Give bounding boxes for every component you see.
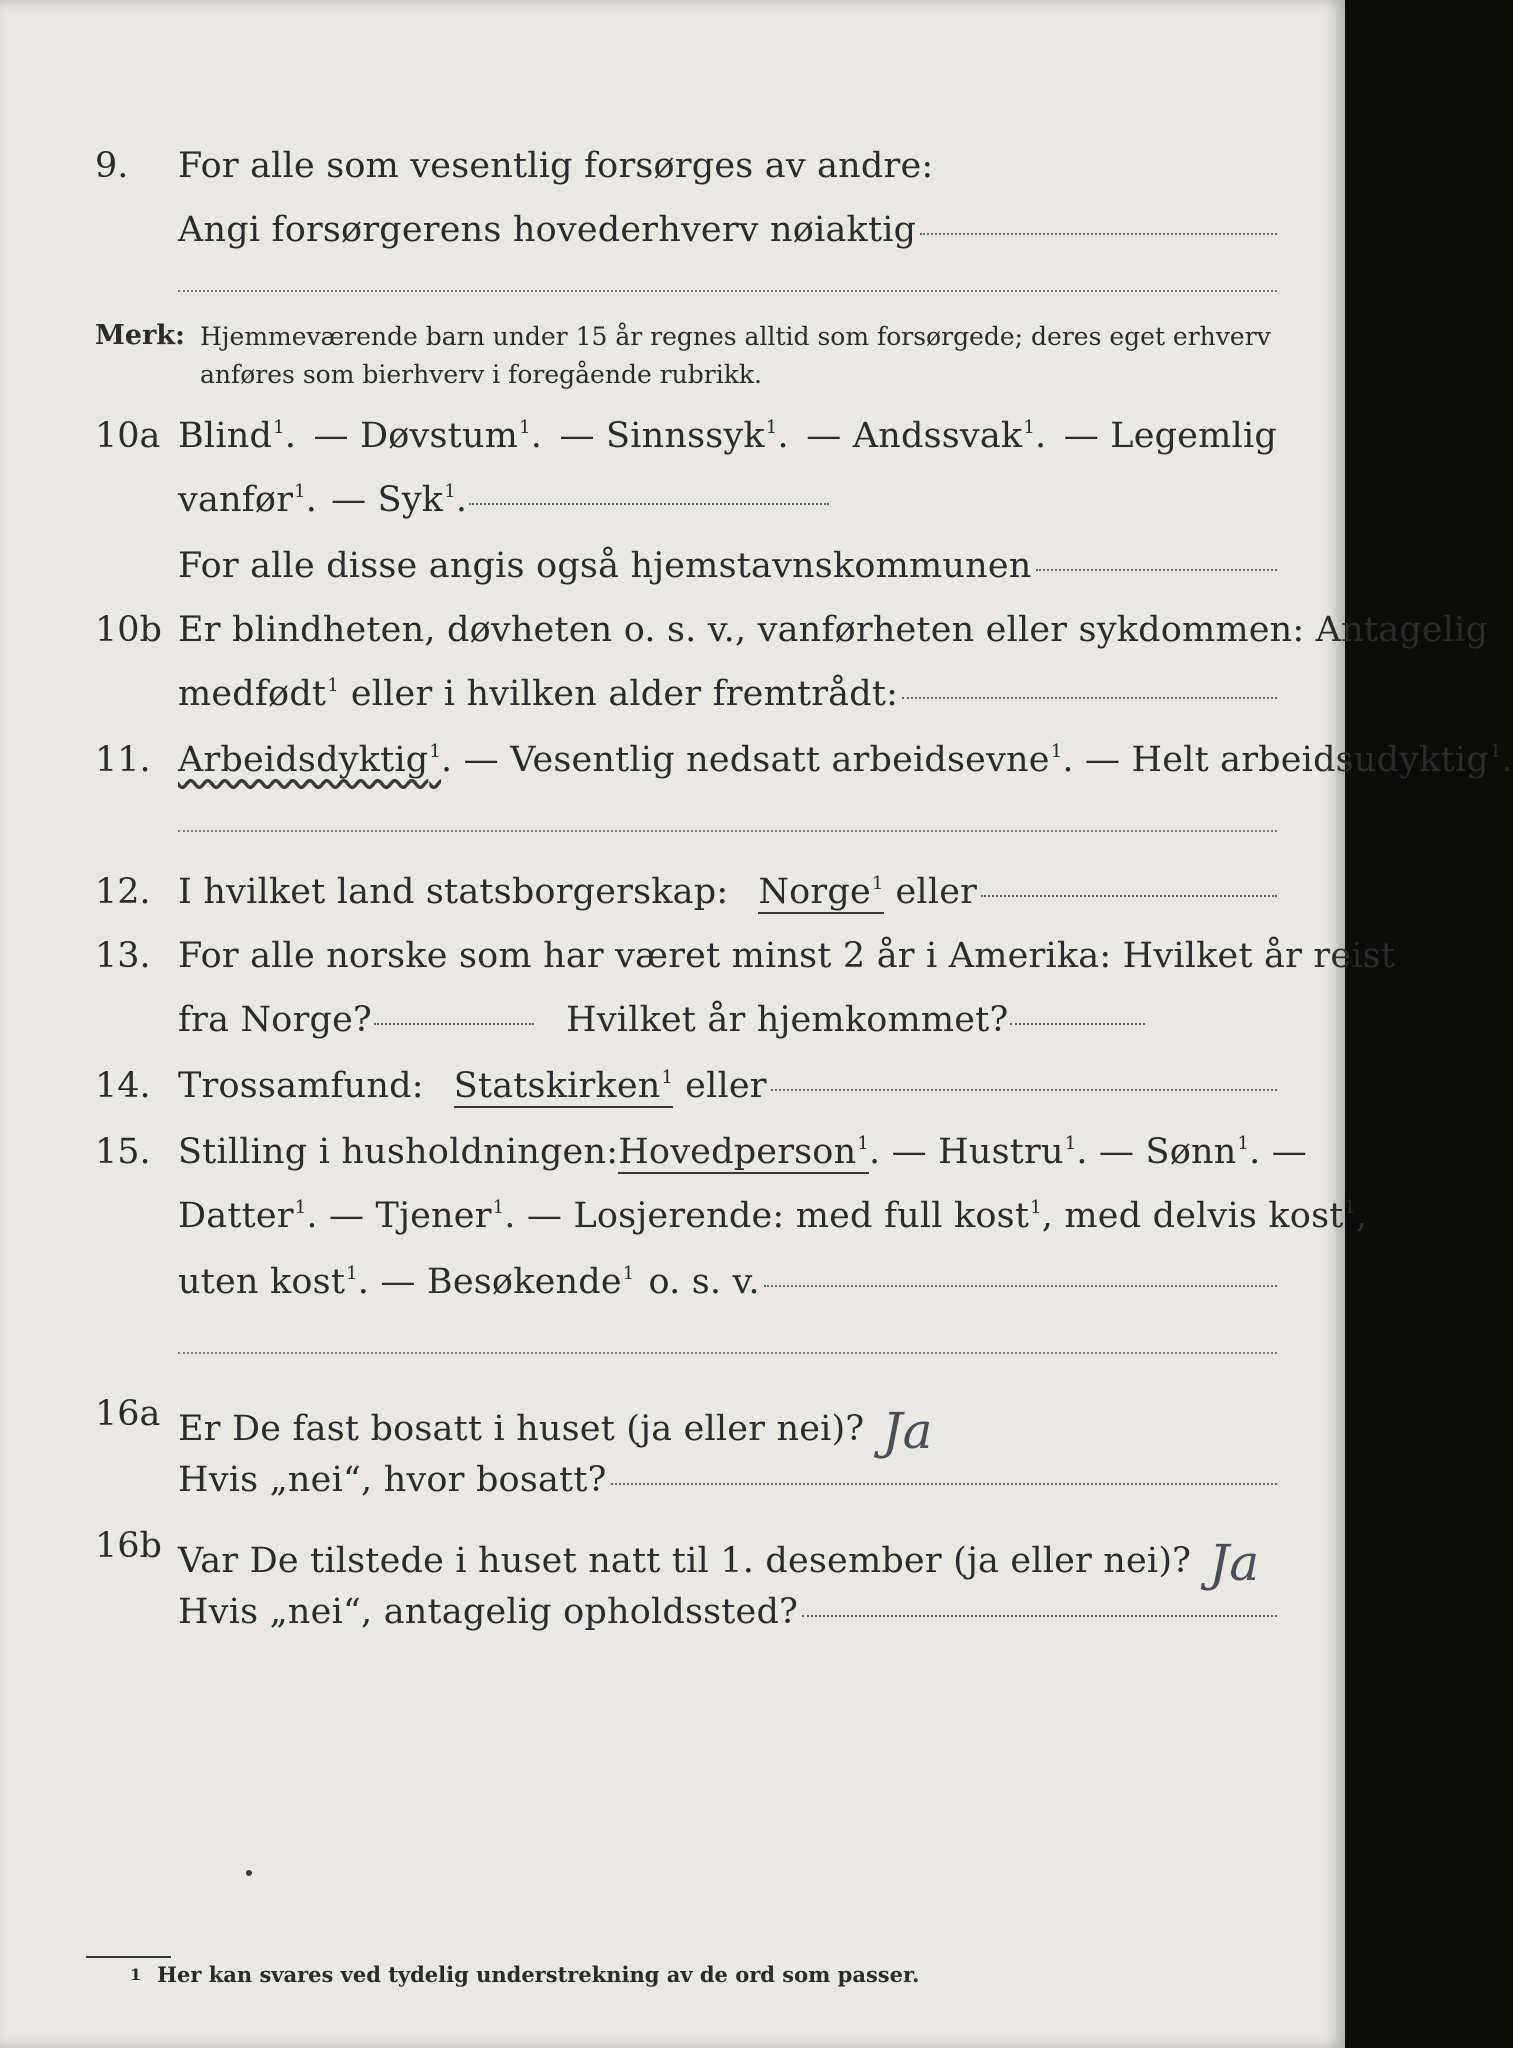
q15-option-hovedperson-selected[interactable]: Hovedperson$^1$ — [618, 1132, 869, 1172]
q15-label: Stilling i husholdningen: — [178, 1132, 619, 1172]
q16a-question-text: Er De fast bosatt i huset (ja eller nei)? — [178, 1409, 865, 1449]
q10a-option-sinnssyk[interactable]: — Sinnssyk$^1$. — [559, 416, 789, 456]
q10b-question-text: Er blindheten, døvheten o. s. v., vanførheten eller sykdommen: Antagelig — [178, 610, 1489, 650]
q14-line — [178, 1066, 1277, 1108]
q16a-bosatt-label: Hvis „nei“, hvor bosatt? — [178, 1460, 607, 1500]
q11-option-arbeidsdyktig-selected[interactable]: Arbeidsdyktig$^1$ — [178, 740, 441, 780]
q10a-hjemstavn-label: For alle disse angis også hjemstavnskommunen — [178, 546, 1032, 586]
q12-question-text: I hvilket land statsborgerskap: — [178, 872, 729, 912]
q13-reist-label: fra Norge? — [178, 1000, 372, 1040]
q15-option-sonn[interactable]: . — Sønn$^1$ — [1076, 1132, 1250, 1172]
q11-number: 11. — [95, 740, 151, 780]
q9-answer-field[interactable] — [920, 233, 1277, 235]
q15-option-besokende[interactable]: . — Besøkende$^1$ — [357, 1262, 635, 1302]
q15-answer-line[interactable] — [178, 1352, 1277, 1354]
q12-other-country-field[interactable] — [981, 895, 1277, 897]
q15-other-field[interactable] — [764, 1285, 1277, 1287]
footnote-mark: 1 — [130, 1965, 142, 1984]
q16b-handwritten-answer[interactable]: Ja — [1209, 1534, 1260, 1592]
q14-number: 14. — [95, 1066, 151, 1106]
q13-number: 13. — [95, 936, 151, 976]
q15-option-datter[interactable]: Datter$^1$ — [178, 1196, 307, 1236]
q15-line3 — [178, 1262, 1277, 1302]
ink-dot — [246, 1870, 252, 1876]
q15-line2 — [178, 1196, 1368, 1236]
q16a-bosatt-field[interactable] — [611, 1483, 1277, 1485]
q13-line1 — [178, 936, 1396, 976]
q10a-option-syk[interactable]: — Syk$^1$. — [331, 480, 468, 520]
q10a-number: 10a — [95, 416, 161, 456]
q10b-answer-field[interactable] — [902, 697, 1277, 699]
footnote — [130, 1962, 919, 1987]
note-line2: anføres som bierhverv i foregående rubrikk. — [200, 360, 762, 389]
note-label: Merk: — [95, 320, 185, 351]
footnote-divider — [86, 1956, 171, 1958]
q10b-alder-label: eller i hvilken alder fremtrådt: — [350, 674, 899, 714]
q13-hjemkommet-field[interactable] — [1010, 1023, 1145, 1025]
q15-option-full-kost[interactable]: . — Losjerende: med full kost$^1$ — [504, 1196, 1042, 1236]
q13-line2 — [178, 1000, 1277, 1040]
q14-option-statskirken-selected[interactable]: Statskirken$^1$ — [453, 1066, 674, 1106]
q10b-option-medfodt[interactable]: medfødt$^1$ — [178, 674, 339, 714]
q10b-line1 — [178, 610, 1489, 650]
q10b-number: 10b — [95, 610, 162, 650]
q10a-hjemstavn-field[interactable] — [1036, 569, 1277, 571]
q10a-option-vanfor[interactable]: vanfør$^1$. — [178, 480, 318, 520]
q16a-line2 — [178, 1460, 1277, 1500]
q13-reist-field[interactable] — [374, 1023, 534, 1025]
q11-answer-line[interactable] — [178, 830, 1277, 832]
q10a-option-legemlig[interactable]: — Legemlig — [1063, 416, 1277, 456]
q10a-option-andssvak[interactable]: — Andssvak$^1$. — [806, 416, 1047, 456]
q15-line1 — [178, 1132, 1307, 1174]
q16b-opholdssted-field[interactable] — [802, 1615, 1277, 1617]
q15-osv: o. s. v. — [648, 1262, 760, 1302]
q12-option-norge-selected[interactable]: Norge$^1$ — [758, 872, 884, 912]
q9-number: 9. — [95, 146, 129, 186]
q13-hjemkommet-label: Hvilket år hjemkommet? — [566, 1000, 1009, 1040]
q10a-options-line — [178, 416, 1277, 456]
q9-line1 — [178, 146, 1277, 186]
q14-question-text: Trossamfund: — [178, 1066, 424, 1106]
q12-eller-label: eller — [895, 872, 978, 912]
q16b-line1 — [178, 1526, 1277, 1592]
q15-dash: . — — [1249, 1132, 1307, 1172]
footnote-text: Her kan svares ved tydelig understrekning av de ord som passer. — [157, 1962, 920, 1987]
q10a-line3 — [178, 546, 1277, 586]
q15-number: 15. — [95, 1132, 151, 1172]
q9-line2 — [178, 210, 1277, 250]
q15-option-tjener[interactable]: . — Tjener$^1$ — [306, 1196, 505, 1236]
q9-label: Angi forsørgerens hovederhverv nøiaktig — [178, 210, 917, 250]
q12-line — [178, 872, 1277, 914]
q15-option-uten-kost[interactable]: uten kost$^1$ — [178, 1262, 358, 1302]
q16a-handwritten-answer[interactable]: Ja — [882, 1402, 933, 1460]
q16a-number: 16a — [95, 1394, 161, 1434]
q15-option-delvis-kost[interactable]: , med delvis kost$^1$, — [1041, 1196, 1368, 1236]
q12-number: 12. — [95, 872, 151, 912]
q11-option-udyktig[interactable]: . — Helt arbeidsudyktig$^1$. — [1062, 740, 1513, 780]
q13-question-text: For alle norske som har været minst 2 år i Amerika: Hvilket år reist — [178, 936, 1396, 976]
q9-answer-line-2[interactable] — [178, 290, 1277, 292]
q15-option-hustru[interactable]: . — Hustru$^1$ — [868, 1132, 1077, 1172]
q9-question-text: For alle som vesentlig forsørges av andre: — [178, 146, 934, 186]
q16b-opholdssted-label: Hvis „nei“, antagelig opholdssted? — [178, 1592, 799, 1632]
q16a-line1 — [178, 1394, 1277, 1460]
q14-eller-label: eller — [685, 1066, 767, 1106]
note-line1: Hjemmeværende barn under 15 år regnes alltid som forsørgede; deres eget erhverv — [200, 322, 1271, 351]
q10a-syk-field[interactable] — [469, 503, 829, 505]
q11-option-nedsatt[interactable]: . — Vesentlig nedsatt arbeidsevne$^1$ — [441, 740, 1063, 780]
q10a-line2 — [178, 480, 1277, 520]
q10b-line2 — [178, 674, 1277, 714]
q14-other-field[interactable] — [771, 1089, 1277, 1091]
q16b-line2 — [178, 1592, 1277, 1632]
q10a-option-blind[interactable]: Blind$^1$. — [178, 416, 297, 456]
q10a-option-dovstum[interactable]: — Døvstum$^1$. — [313, 416, 543, 456]
q16b-number: 16b — [95, 1526, 162, 1566]
q11-line — [178, 740, 1513, 780]
q16b-question-text: Var De tilstede i huset natt til 1. desember (ja eller nei)? — [178, 1541, 1192, 1581]
